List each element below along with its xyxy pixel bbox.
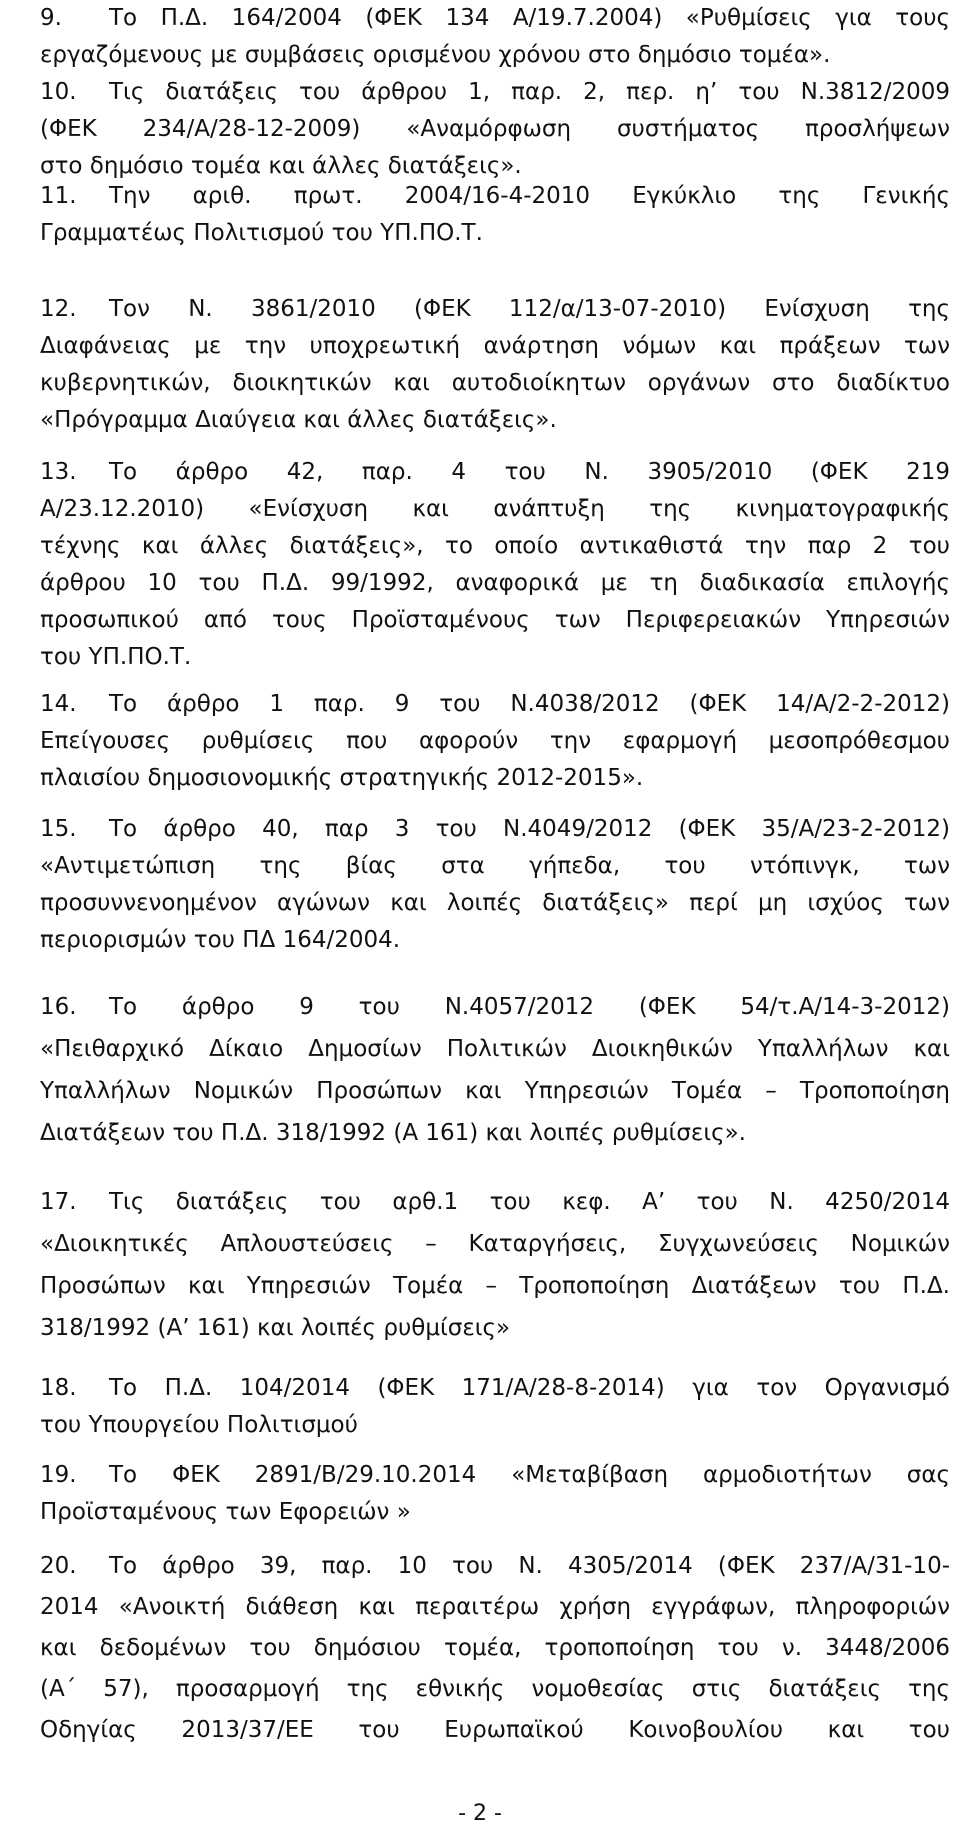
text-line: 14. Το άρθρο 1 παρ. 9 του Ν.4038/2012 (ΦΕΚ 14/Α/2-2-2012) (40, 686, 950, 723)
text-line: (Α΄ 57), προσαρμογή της εθνικής νομοθεσίας στις διατάξεις της (40, 1676, 950, 1702)
text-line: «Πρόγραμμα Διαύγεια και άλλες διατάξεις». (40, 407, 557, 433)
text-line: 11. Την αριθ. πρωτ. 2004/16-4-2010 Εγκύκλιο της Γενικής (40, 178, 950, 215)
text-line: Οδηγίας 2013/37/ΕΕ του Ευρωπαϊκού Κοινοβουλίου και του (40, 1717, 950, 1743)
text-line: προσυννενοημένον αγώνων και λοιπές διατάξεις» περί μη ισχύος των (40, 890, 950, 916)
text-line: κυβερνητικών, διοικητικών και αυτοδιοίκητων οργάνων στο διαδίκτυο (40, 370, 950, 396)
text-line: Γραμματέως Πολιτισμού του ΥΠ.ΠΟ.Τ. (40, 220, 483, 246)
item-number: 11. (40, 183, 77, 209)
item-number: 10. (40, 79, 77, 105)
text-line: (ΦΕΚ 234/Α/28-12-2009) «Αναμόρφωση συστήματος προσλήψεων (40, 116, 950, 142)
list-item (40, 1370, 950, 1444)
text-line: του ΥΠ.ΠΟ.Τ. (40, 644, 192, 670)
text-line: Επείγουσες ρυθμίσεις που αφορούν την εφαρμογή μεσοπρόθεσμου (40, 728, 950, 754)
list-item (40, 1546, 950, 1751)
text-line: στο δημόσιο τομέα και άλλες διατάξεις». (40, 153, 522, 179)
text-line: 10. Τις διατάξεις του άρθρου 1, παρ. 2, περ. η’ του Ν.3812/2009 (40, 74, 950, 111)
text-line: 15. Το άρθρο 40, παρ 3 του Ν.4049/2012 (ΦΕΚ 35/Α/23-2-2012) (40, 811, 950, 848)
list-item (40, 0, 950, 74)
text-line: Διατάξεων του Π.Δ. 318/1992 (Α 161) και λοιπές ρυθμίσεις». (40, 1120, 746, 1146)
item-number: 20. (40, 1553, 77, 1579)
text-line: «Αντιμετώπιση της βίας στα γήπεδα, του ντόπινγκ, των (40, 853, 950, 879)
text-line: 13. Το άρθρο 42, παρ. 4 του Ν. 3905/2010 (ΦΕΚ 219 (40, 454, 950, 491)
text-line: και δεδομένων του δημόσιου τομέα, τροποποίηση του ν. 3448/2006 (40, 1635, 950, 1661)
list-item (40, 291, 950, 439)
list-item (40, 74, 950, 185)
list-item (40, 986, 950, 1154)
list-item (40, 811, 950, 959)
text-line: Α/23.12.2010) «Ενίσχυση και ανάπτυξη της κινηματογραφικής (40, 496, 950, 522)
list-item (40, 454, 950, 676)
text-line: προσωπικού από τους Προϊσταμένους των Περιφερειακών Υπηρεσιών (40, 607, 950, 633)
text-line: Υπαλλήλων Νομικών Προσώπων και Υπηρεσιών Τομέα – Τροποποίηση (40, 1078, 950, 1104)
text-line: «Πειθαρχικό Δίκαιο Δημοσίων Πολιτικών Διοικηθικών Υπαλλήλων και (40, 1036, 950, 1062)
item-number: 15. (40, 816, 77, 842)
text-line: τέχνης και άλλες διατάξεις», το οποίο αντικαθιστά την παρ 2 του (40, 533, 950, 559)
text-line: 17. Τις διατάξεις του αρθ.1 του κεφ. Α’ του Ν. 4250/2014 (40, 1181, 950, 1223)
text-line: Διαφάνειας με την υποχρεωτική ανάρτηση νόμων και πράξεων των (40, 333, 950, 359)
text-line: πλαισίου δημοσιονομικής στρατηγικής 2012-2015». (40, 765, 644, 791)
text-line: 2014 «Ανοικτή διάθεση και περαιτέρω χρήση εγγράφων, πληροφοριών (40, 1594, 950, 1620)
text-line: του Υπουργείου Πολιτισμού (40, 1412, 358, 1438)
text-line: περιορισμών του ΠΔ 164/2004. (40, 927, 401, 953)
text-line: 9. Το Π.Δ. 164/2004 (ΦΕΚ 134 Α/19.7.2004) «Ρυθμίσεις για τους (40, 0, 950, 37)
item-number: 16. (40, 994, 77, 1020)
text-line: 20. Το άρθρο 39, παρ. 10 του Ν. 4305/2014 (ΦΕΚ 237/Α/31-10- (40, 1546, 950, 1587)
item-number: 17. (40, 1189, 77, 1215)
text-line: 18. Το Π.Δ. 104/2014 (ΦΕΚ 171/Α/28-8-2014) για τον Οργανισμό (40, 1370, 950, 1407)
list-item (40, 686, 950, 797)
item-number: 18. (40, 1375, 77, 1401)
list-item (40, 1181, 950, 1349)
item-number: 19. (40, 1462, 77, 1488)
text-line: 318/1992 (Α’ 161) και λοιπές ρυθμίσεις» (40, 1315, 511, 1341)
item-number: 13. (40, 459, 77, 485)
text-line: Προϊσταμένους των Εφορειών » (40, 1499, 411, 1525)
page-number: - 2 - (458, 1801, 502, 1826)
text-line: Προσώπων και Υπηρεσιών Τομέα – Τροποποίηση Διατάξεων του Π.Δ. (40, 1273, 950, 1299)
text-line: «Διοικητικές Απλουστεύσεις – Καταργήσεις, Συγχωνεύσεις Νομικών (40, 1231, 950, 1257)
item-number: 12. (40, 296, 77, 322)
item-number: 14. (40, 691, 77, 717)
text-line: 16. Το άρθρο 9 του Ν.4057/2012 (ΦΕΚ 54/τ.Α/14-3-2012) (40, 986, 950, 1028)
item-number: 9. (40, 5, 62, 31)
list-item (40, 178, 950, 252)
list-item (40, 1457, 950, 1531)
text-line: 12. Τον Ν. 3861/2010 (ΦΕΚ 112/α/13-07-2010) Ενίσχυση της (40, 291, 950, 328)
text-line: εργαζόμενους με συμβάσεις ορισμένου χρόνου στο δημόσιο τομέα». (40, 42, 831, 68)
text-line: 19. Το ΦΕΚ 2891/Β/29.10.2014 «Μεταβίβαση αρμοδιοτήτων σας (40, 1457, 950, 1494)
text-line: άρθρου 10 του Π.Δ. 99/1992, αναφορικά με τη διαδικασία επιλογής (40, 570, 950, 596)
